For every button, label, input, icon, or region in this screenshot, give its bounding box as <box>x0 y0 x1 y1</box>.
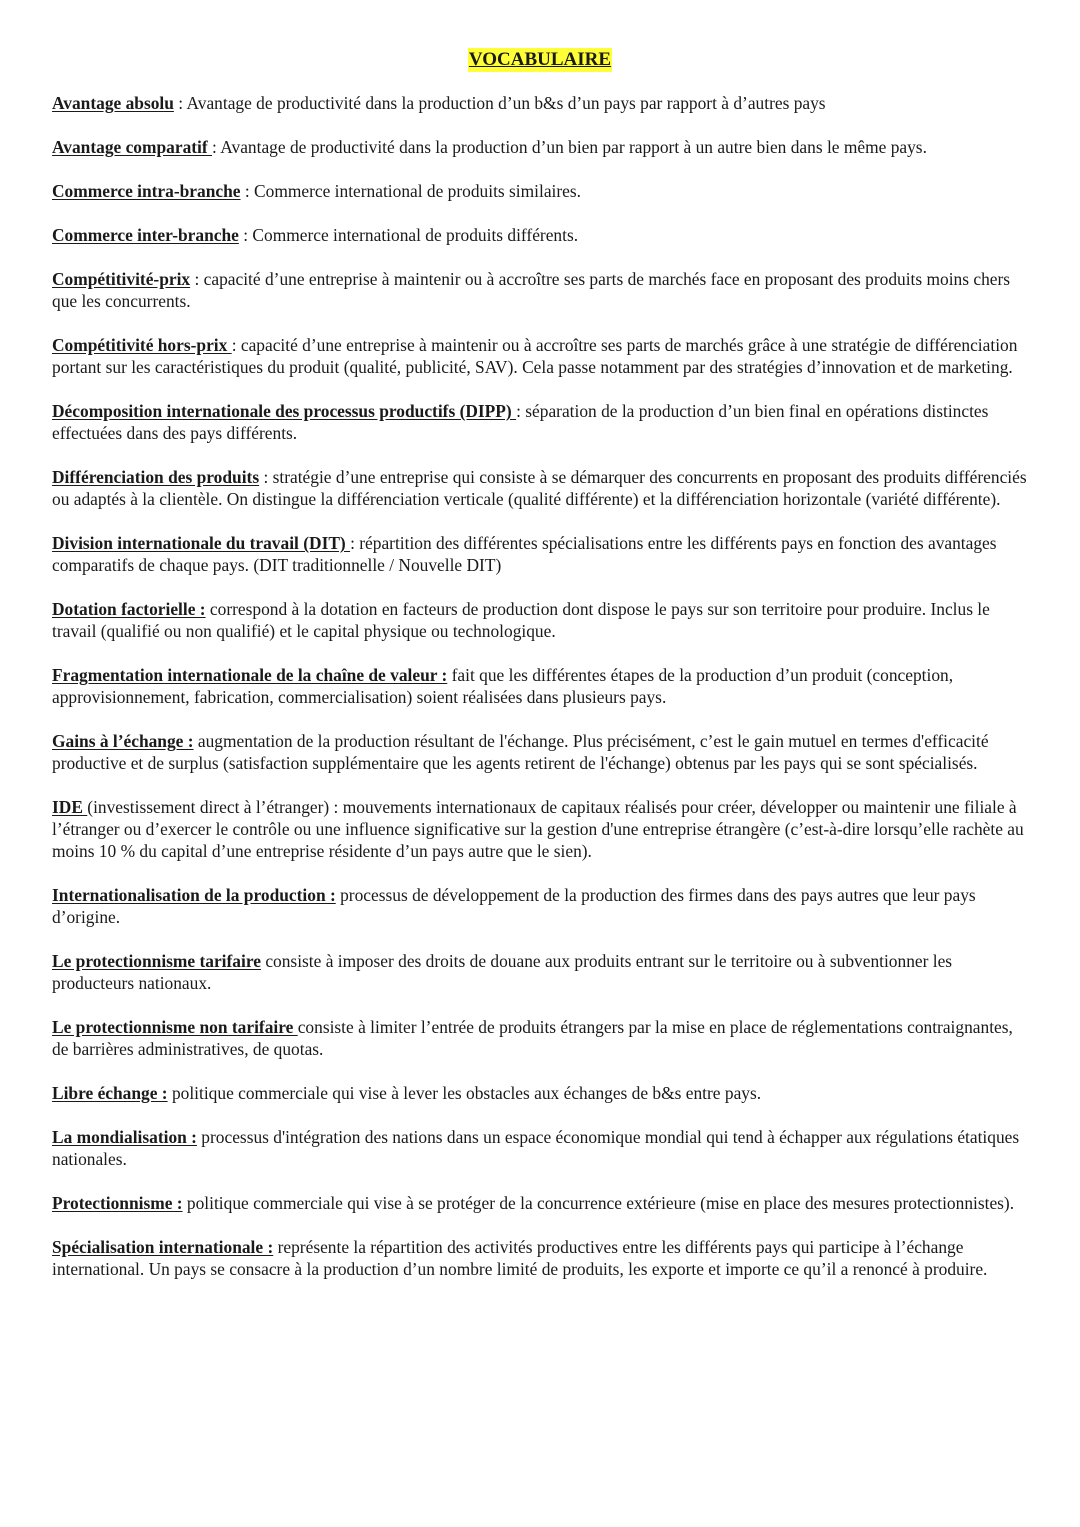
entry-definition: : Avantage de productivité dans la production d’un b&s d’un pays par rapport à d’autres pays <box>173 93 826 113</box>
entry-definition: fait que les différentes étapes de la production d’un produit (conception, approvisionnement, fabrication, commercialisation) soient réalisées dans plusieurs pays. <box>52 665 954 707</box>
entry-definition: politique commerciale qui vise à se protéger de la concurrence extérieure (mise en place des mesures protectionnistes). <box>182 1193 1015 1213</box>
entry-term: Fragmentation internationale de la chaîne de valeur : <box>52 665 448 685</box>
entry-definition: politique commerciale qui vise à lever les obstacles aux échanges de b&s entre pays. <box>167 1083 762 1103</box>
entry-term: Compétitivité-prix <box>52 269 191 289</box>
entry-definition: processus de développement de la production des firmes dans des pays autres que leur pays d’origine. <box>52 885 976 927</box>
entry-definition: augmentation de la production résultant de l'échange. Plus précisément, c’est le gain mutuel en termes d'efficacité productive et de surplus (satisfaction supplémentaire que les agents retirent de l'échange) obtenus par les pays qui se sont spécialisés. <box>52 731 989 773</box>
entry-gains-echange <box>52 730 1032 774</box>
entry-term: Avantage comparatif <box>52 137 213 157</box>
entry-dipp <box>52 400 1032 444</box>
title-wrapper <box>48 48 1032 72</box>
entry-avantage-comparatif <box>52 136 1032 158</box>
entry-protectionnisme-tarifaire <box>52 950 1032 994</box>
entry-term: La mondialisation : <box>52 1127 197 1147</box>
entry-term: IDE <box>52 797 88 817</box>
entry-term: Différenciation des produits <box>52 467 260 487</box>
entry-internationalisation-production <box>52 884 1032 928</box>
entry-definition: : stratégie d’une entreprise qui consiste à se démarquer des concurrents en proposant des produits différenciés ou adaptés à la clientèle. On distingue la différenciation verticale (qualité différente) et la différenciation horizontale (variété différente). <box>52 467 1027 509</box>
vocabulary-page <box>52 48 1032 1302</box>
entry-ide <box>52 796 1032 862</box>
entry-definition: : capacité d’une entreprise à maintenir ou à accroître ses parts de marchés grâce à une stratégie de différenciation portant sur les caractéristiques du produit (qualité, publicité, SAV). Cela passe notamment par des stratégies d’innovation et de marketing. <box>52 335 1018 377</box>
entry-definition: consiste à imposer des droits de douane aux produits entrant sur le territoire ou à subventionner les producteurs nationaux. <box>52 951 953 993</box>
entry-term: Commerce intra-branche <box>52 181 241 201</box>
entry-term: Commerce inter-branche <box>52 225 239 245</box>
entry-term: Dotation factorielle : <box>52 599 206 619</box>
entry-term: Le protectionnisme tarifaire <box>52 951 261 971</box>
entry-term: Spécialisation internationale : <box>52 1237 274 1257</box>
entry-fragmentation-chaine-valeur <box>52 664 1032 708</box>
entry-dit <box>52 532 1032 576</box>
entry-definition: correspond à la dotation en facteurs de production dont dispose le pays sur son territoire pour produire. Inclus le travail (qualifié ou non qualifié) et le capital physique ou technologique. <box>52 599 990 641</box>
entry-term: Division internationale du travail (DIT) <box>52 533 351 553</box>
entry-protectionnisme-non-tarifaire <box>52 1016 1032 1060</box>
entry-term: Libre échange : <box>52 1083 168 1103</box>
entry-definition: représente la répartition des activités productives entre les différents pays qui participe à l’échange international. Un pays se consacre à la production d’un nombre limité de produits, les exporte et importe ce qu’il a renoncé à produire. <box>52 1237 988 1279</box>
entry-definition: : répartition des différentes spécialisations entre les différents pays en fonction des avantages comparatifs de chaque pays. (DIT traditionnelle / Nouvelle DIT) <box>52 533 997 575</box>
entry-term: Protectionnisme : <box>52 1193 183 1213</box>
entry-term: Compétitivité hors-prix <box>52 335 232 355</box>
entry-term: Gains à l’échange : <box>52 731 194 751</box>
entry-protectionnisme <box>52 1192 1032 1214</box>
entry-term: Décomposition internationale des processus productifs (DIPP) <box>52 401 517 421</box>
entry-term: Avantage absolu <box>52 93 174 113</box>
entry-mondialisation <box>52 1126 1032 1170</box>
entry-definition: : Avantage de productivité dans la production d’un bien par rapport à un autre bien dans le même pays. <box>212 137 927 157</box>
entry-commerce-inter-branche <box>52 224 1032 246</box>
entry-competitivite-prix <box>52 268 1032 312</box>
entry-dotation-factorielle <box>52 598 1032 642</box>
entry-competitivite-hors-prix <box>52 334 1032 378</box>
entry-definition: : Commerce international de produits différents. <box>238 225 579 245</box>
entry-definition: consiste à limiter l’entrée de produits étrangers par la mise en place de réglementations contraignantes, de barrières administratives, de quotas. <box>52 1017 1013 1059</box>
entry-definition: : capacité d’une entreprise à maintenir ou à accroître ses parts de marchés face en proposant des produits moins chers que les concurrents. <box>52 269 1011 311</box>
entry-term: Le protectionnisme non tarifaire <box>52 1017 298 1037</box>
page-title: VOCABULAIRE <box>468 49 612 70</box>
entry-definition: : Commerce international de produits similaires. <box>240 181 582 201</box>
entry-avantage-absolu <box>52 92 1032 114</box>
entry-definition: processus d'intégration des nations dans un espace économique mondial qui tend à échapper aux régulations étatiques nationales. <box>52 1127 1020 1169</box>
entry-term: Internationalisation de la production : <box>52 885 336 905</box>
entry-libre-echange <box>52 1082 1032 1104</box>
entry-definition: : séparation de la production d’un bien final en opérations distinctes effectuées dans des pays différents. <box>52 401 989 443</box>
entry-commerce-intra-branche <box>52 180 1032 202</box>
entry-specialisation-internationale <box>52 1236 1032 1280</box>
entry-differenciation-produits <box>52 466 1032 510</box>
entry-definition: (investissement direct à l’étranger) : mouvements internationaux de capitaux réalisés pour créer, développer ou maintenir une filiale à l’étranger ou d’exercer le contrôle ou une influence significative sur la gestion d'une entreprise étrangère (c’est-à-dire lorsqu’elle rachète au moins 10 % du capital d’une entreprise résidente d’un pays autre que le sien). <box>52 797 1024 861</box>
